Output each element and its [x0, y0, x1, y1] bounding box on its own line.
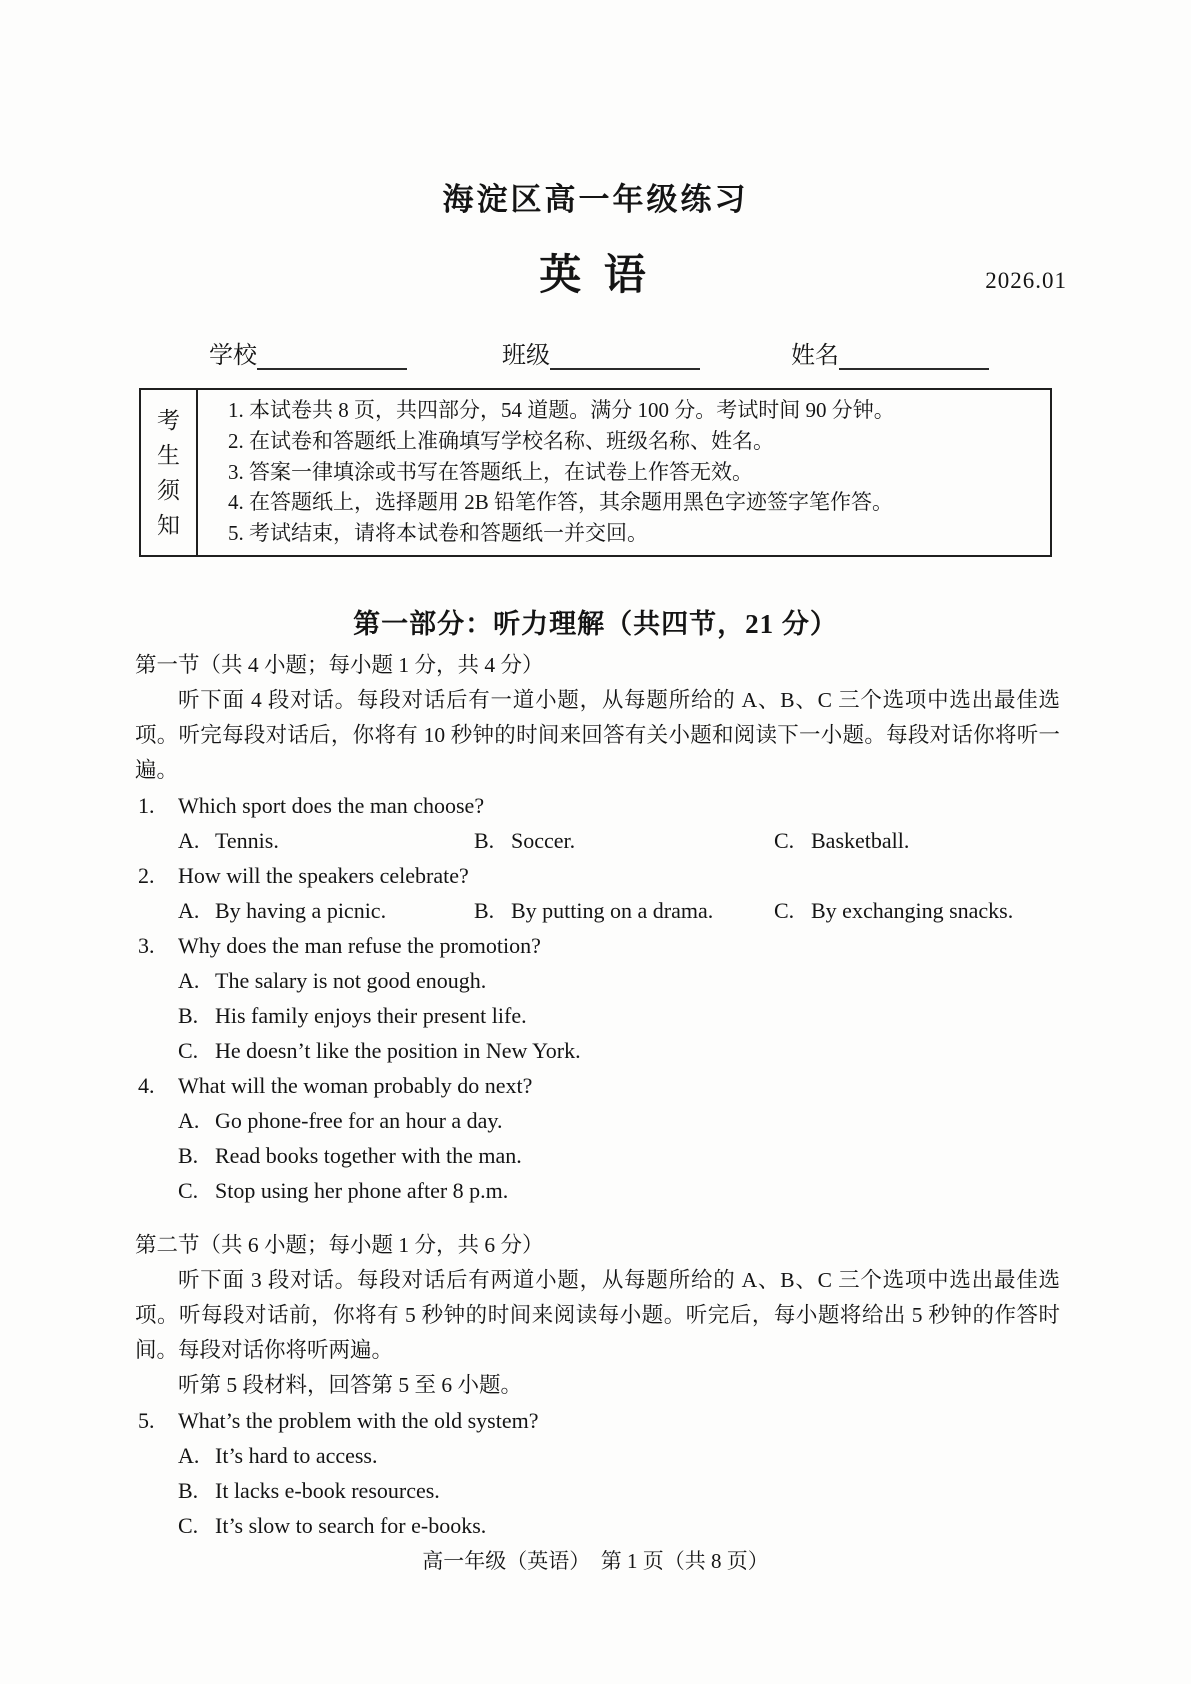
option-text: The salary is not good enough. — [215, 968, 487, 993]
page-title: 海淀区高一年级练习 — [442, 182, 749, 217]
option-a — [178, 823, 474, 858]
option-text: Basketball. — [811, 828, 910, 853]
option-a — [178, 893, 474, 928]
notice-item: 1. 本试卷共 8 页，共四部分，54 道题。满分 100 分。考试时间 90 分钟。 — [228, 398, 895, 422]
question-number: 1. — [138, 793, 155, 818]
question-text: Which sport does the man choose? — [178, 793, 485, 818]
question-line — [135, 1403, 1060, 1438]
option-label: B. — [178, 1143, 199, 1168]
candidate-notice-box — [139, 388, 1052, 557]
option-text: Soccer. — [511, 828, 576, 853]
option-text: Read books together with the man. — [215, 1143, 522, 1168]
options-row — [135, 893, 1060, 928]
question-text: Why does the man refuse the promotion? — [178, 933, 541, 958]
option-text: Stop using her phone after 8 p.m. — [215, 1178, 509, 1203]
exam-subject: 英 语 — [539, 253, 652, 299]
school-blank[interactable] — [257, 336, 407, 370]
option-label: C. — [178, 1038, 199, 1063]
option-a — [135, 963, 1060, 998]
option-label: B. — [474, 898, 495, 923]
option-b — [474, 823, 774, 858]
section2-instructions: 听下面 3 段对话。每段对话后有两道小题，从每题所给的 A、B、C 三个选项中选出最佳选项。听每段对话前，你将有 5 秒钟的时间来阅读每小题。听完后，每小题将给出 5 秒钟的作答时间。每段对话你将听两遍。 — [135, 1268, 1060, 1362]
question-line — [135, 858, 1060, 893]
section1-instructions: 听下面 4 段对话。每段对话后有一道小题，从每题所给的 A、B、C 三个选项中选出最佳选项。听完每段对话后，你将有 10 秒钟的时间来回答有关小题和阅读下一小题。每段对话你将听一遍。 — [135, 688, 1060, 782]
question-number: 3. — [138, 933, 155, 958]
option-c — [774, 823, 1060, 858]
question-4 — [135, 1068, 1060, 1208]
option-text: It lacks e-book resources. — [215, 1478, 440, 1503]
notice-item: 3. 答案一律填涂或书写在答题纸上，在试卷上作答无效。 — [228, 459, 753, 484]
class-blank[interactable] — [550, 336, 700, 370]
question-text: What’s the problem with the old system? — [178, 1408, 539, 1433]
option-text: By putting on a drama. — [511, 898, 714, 923]
option-label: A. — [178, 968, 200, 993]
part1-heading: 第一部分：听力理解（共四节，21 分） — [353, 609, 838, 639]
notice-item: 4. 在答题纸上，选择题用 2B 铅笔作答，其余题用黑色字迹签字笔作答。 — [228, 490, 894, 515]
question-number: 4. — [138, 1073, 155, 1098]
option-text: It’s slow to search for e-books. — [215, 1513, 487, 1538]
option-text: It’s hard to access. — [215, 1443, 378, 1468]
option-a — [135, 1103, 1060, 1138]
page-footer: 高一年级（英语） 第 1 页（共 8 页） — [422, 1549, 769, 1573]
student-info-line — [0, 334, 1191, 370]
exam-body — [135, 648, 1060, 1543]
question-line — [135, 788, 1060, 823]
option-text: Go phone-free for an hour a day. — [215, 1108, 503, 1133]
option-label: C. — [178, 1178, 199, 1203]
option-label: A. — [178, 1108, 200, 1133]
name-label: 姓名 — [791, 343, 839, 369]
option-label: B. — [178, 1478, 199, 1503]
option-text: He doesn’t like the position in New York. — [215, 1038, 581, 1063]
option-text: By having a picnic. — [215, 898, 387, 923]
question-line — [135, 928, 1060, 963]
option-b — [135, 1138, 1060, 1173]
question-number: 5. — [138, 1408, 155, 1433]
question-3 — [135, 928, 1060, 1068]
option-b — [135, 998, 1060, 1033]
option-label: C. — [178, 1513, 199, 1538]
section2-title: 第二节（共 6 小题；每小题 1 分，共 6 分） — [135, 1233, 544, 1257]
option-label: A. — [178, 828, 200, 853]
notice-side-label: 考生须知 — [157, 407, 180, 538]
option-c — [135, 1173, 1060, 1208]
notice-items — [198, 390, 1050, 555]
option-text: His family enjoys their present life. — [215, 1003, 527, 1028]
exam-date: 2026.01 — [985, 268, 1067, 293]
option-c — [135, 1033, 1060, 1068]
option-a — [135, 1438, 1060, 1473]
question-text: How will the speakers celebrate? — [178, 863, 469, 888]
school-label: 学校 — [209, 343, 257, 369]
question-number: 2. — [138, 863, 155, 888]
class-field — [502, 335, 700, 370]
option-b — [135, 1473, 1060, 1508]
option-text: Tennis. — [215, 828, 279, 853]
option-c — [135, 1508, 1060, 1543]
question-1 — [135, 788, 1060, 858]
option-label: C. — [774, 828, 795, 853]
option-c — [774, 893, 1060, 928]
notice-item: 5. 考试结束，请将本试卷和答题纸一并交回。 — [228, 521, 648, 546]
option-label: B. — [474, 828, 495, 853]
section2-material-note: 听第 5 段材料，回答第 5 至 6 小题。 — [178, 1373, 523, 1397]
school-field — [209, 335, 407, 370]
name-field — [791, 335, 989, 370]
option-text: By exchanging snacks. — [811, 898, 1014, 923]
question-2 — [135, 858, 1060, 928]
section1-title: 第一节（共 4 小题；每小题 1 分，共 4 分） — [135, 653, 544, 677]
question-text: What will the woman probably do next? — [178, 1073, 533, 1098]
name-blank[interactable] — [839, 336, 989, 370]
class-label: 班级 — [502, 343, 550, 369]
option-label: C. — [774, 898, 795, 923]
question-line — [135, 1068, 1060, 1103]
option-label: B. — [178, 1003, 199, 1028]
option-label: A. — [178, 1443, 200, 1468]
option-label: A. — [178, 898, 200, 923]
options-row — [135, 823, 1060, 858]
notice-side-cell — [141, 390, 198, 555]
option-b — [474, 893, 774, 928]
question-5 — [135, 1403, 1060, 1543]
notice-item: 2. 在试卷和答题纸上准确填写学校名称、班级名称、姓名。 — [228, 428, 774, 453]
